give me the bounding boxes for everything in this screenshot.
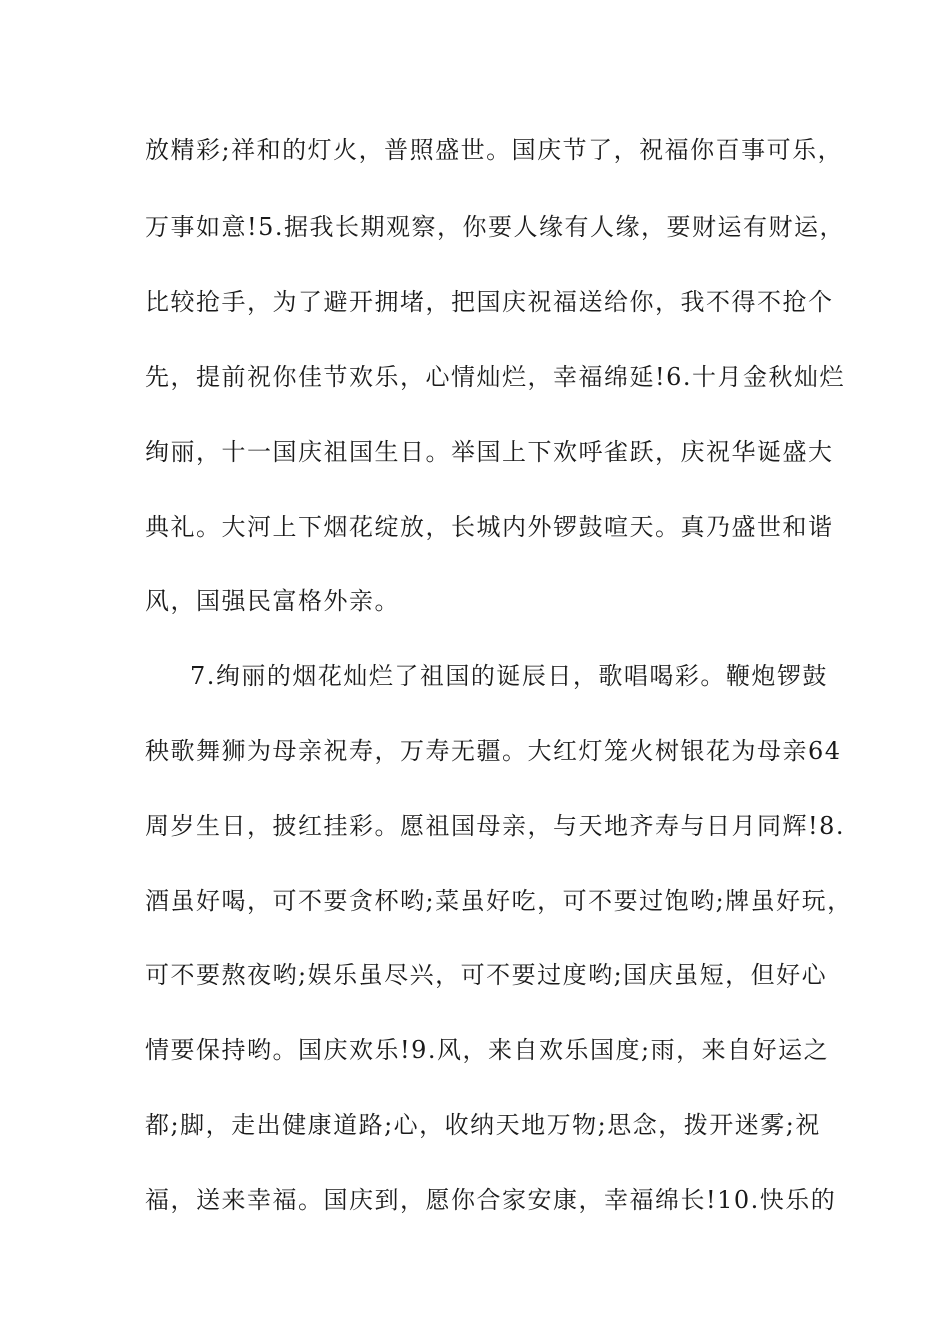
text-line-10: 周岁生日，披红挂彩。愿祖国母亲，与天地齐寿与日月同辉!8. xyxy=(145,812,846,840)
text-line-13: 情要保持哟。国庆欢乐!9.风，来自欢乐国度;雨，来自好运之 xyxy=(145,1036,830,1064)
text-line-6: 典礼。大河上下烟花绽放，长城内外锣鼓喧天。真乃盛世和谐 xyxy=(145,513,834,541)
text-line-1: 放精彩;祥和的灯火，普照盛世。国庆节了，祝福你百事可乐， xyxy=(145,136,844,164)
text-line-3: 比较抢手，为了避开拥堵，把国庆祝福送给你，我不得不抢个 xyxy=(145,288,834,316)
text-line-11: 酒虽好喝，可不要贪杯哟;菜虽好吃，可不要过饱哟;牌虽好玩， xyxy=(145,887,853,915)
text-line-9: 秧歌舞狮为母亲祝寿，万寿无疆。大红灯笼火树银花为母亲64 xyxy=(145,737,842,765)
text-line-2: 万事如意!5.据我长期观察，你要人缘有人缘，要财运有财运， xyxy=(145,213,846,241)
text-line-4: 先，提前祝你佳节欢乐，心情灿烂，幸福绵延!6.十月金秋灿烂 xyxy=(145,363,846,391)
text-line-12: 可不要熬夜哟;娱乐虽尽兴，可不要过度哟;国庆虽短，但好心 xyxy=(145,961,828,989)
text-line-7: 风，国强民富格外亲。 xyxy=(145,587,400,615)
text-line-5: 绚丽，十一国庆祖国生日。举国上下欢呼雀跃，庆祝华诞盛大 xyxy=(145,438,834,466)
text-line-14: 都;脚，走出健康道路;心，收纳天地万物;思念，拨开迷雾;祝 xyxy=(145,1111,821,1139)
text-line-15: 福，送来幸福。国庆到，愿你合家安康，幸福绵长!10.快乐的 xyxy=(145,1186,837,1214)
text-line-8: 7.绚丽的烟花灿烂了祖国的诞辰日，歌唱喝彩。鞭炮锣鼓 xyxy=(190,662,828,690)
